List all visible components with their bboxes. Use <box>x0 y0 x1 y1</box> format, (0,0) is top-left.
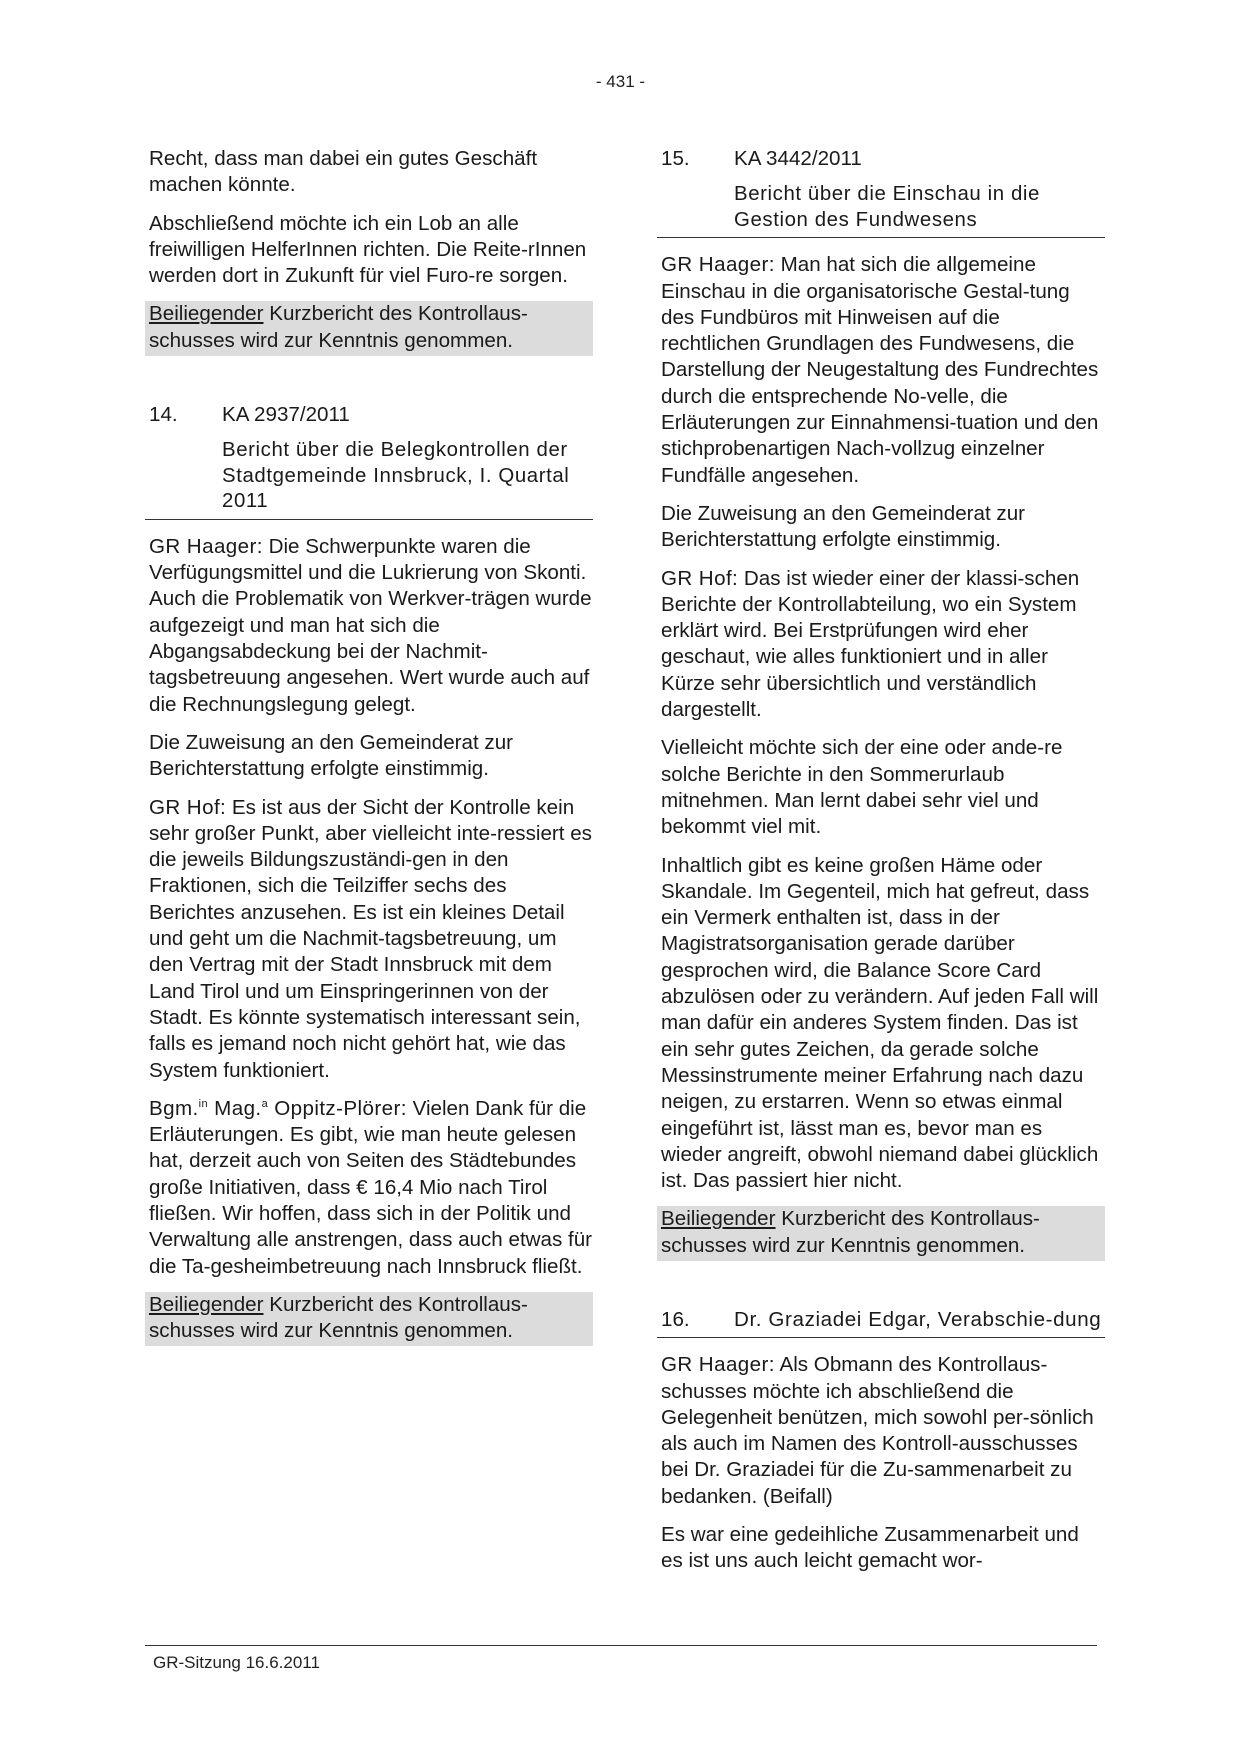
item-title: Dr. Graziadei Edgar, Verabschie-dung <box>734 1307 1102 1331</box>
speaker-name <box>149 1097 407 1120</box>
resolution-underlined: Beiliegender <box>149 1292 264 1316</box>
resolution-box <box>657 1206 1105 1261</box>
speech-text: Vielen Dank für die Erläuterungen. Es gibt, wie man heute gelesen hat, derzeit auch von Seiten des Städtebundes große Initiativen, dass € 16,4 Mio nach Tirol fließen. Wir hoffen, dass sich in der Politik und Verwaltung alle anstrengen, dass auch etwas für die Ta-gesheimbetreuung nach Innsbruck fließt. <box>149 1096 593 1278</box>
speaker-degree-sup: a <box>261 1097 269 1110</box>
speech-paragraph <box>149 1096 593 1280</box>
resolution-text: Kurzbericht des Kontrollaus-schusses wird zur Kenntnis genommen. <box>149 1292 528 1343</box>
agenda-item-14 <box>145 402 593 520</box>
speaker-name: GR Hof: <box>661 566 739 590</box>
resolution-text: Kurzbericht des Kontrollaus-schusses wird zur Kenntnis genommen. <box>149 302 528 352</box>
paragraph: Abschließend möchte ich ein Lob an alle freiwilligen HelferInnen richten. Die Reite-rInnen werden dort in Zukunft für viel Furo-re sorgen. <box>149 211 587 288</box>
resolution-underlined: Beiliegender <box>149 302 264 326</box>
speaker-name: GR Hof: <box>149 795 227 819</box>
resolution-underlined: Beiliegender <box>661 1207 776 1231</box>
item-number: 15. <box>661 147 690 170</box>
resolution-text: Kurzbericht des Kontrollaus-schusses wird zur Kenntnis genommen. <box>661 1207 1040 1257</box>
speech-text: Als Obmann des Kontrollaus-schusses möchte ich abschließend die Gelegenheit benützen, mich sowohl per-sönlich als auch im Namen des Kontroll-ausschusses bei Dr. Graziadei für die Zu-sammenarbeit zu bedanken. (Beifall) <box>661 1353 1094 1508</box>
paragraph: Inhaltlich gibt es keine großen Häme oder Skandale. Im Gegenteil, mich hat gefreut, dass ein Vermerk enthalten ist, dass in der Magistratsorganisation gerade darüber gesprochen wird, die Balance Score Card abzulösen oder zu verändern. Auf jeden Fall will man dafür ein anderes System finden. Das ist ein sehr gutes Zeichen, da gerade solche Messinstrumente meiner Erfahrung nach dazu neigen, zu erstarren. Wenn so etwas einmal eingeführt ist, lässt man es, bevor man es wieder angreift, obwohl niemand dabei glücklich ist. Das passiert hier nicht. <box>661 853 1099 1193</box>
paragraph: Die Zuweisung an den Gemeinderat zur Berichterstattung erfolgte einstimmig. <box>661 501 1026 552</box>
paragraph: Es war eine gedeihliche Zusammenarbeit und es ist uns auch leicht gemacht wor- <box>661 1523 1079 1573</box>
agenda-item-15 <box>657 146 1105 238</box>
resolution-box <box>145 301 593 356</box>
item-divider <box>145 519 593 520</box>
item-number: 16. <box>661 1307 690 1331</box>
speaker-surname: Oppitz-Plörer: <box>268 1096 407 1120</box>
speech-text: Das ist wieder einer der klassi-schen Berichte der Kontrollabteilung, wo ein System erklärt wird. Bei Erstprüfungen wird eher geschaut, wie alles funktioniert und in aller Kürze sehr übersichtlich und verständlich dargestellt. <box>661 566 1080 722</box>
resolution-box <box>145 1292 593 1347</box>
item-title: Bericht über die Einschau in die Gestion des Fundwesens <box>734 183 1040 231</box>
footer-text: GR-Sitzung 16.6.2011 <box>153 1653 320 1672</box>
speech-paragraph <box>661 1352 1105 1510</box>
speech-paragraph <box>149 534 593 718</box>
left-column <box>145 146 593 1358</box>
paragraph: Vielleicht möchte sich der eine oder ande-re solche Berichte in den Sommerurlaub mitnehmen. Man lernt dabei sehr viel und bekommt viel mit. <box>661 736 1063 839</box>
item-divider <box>657 237 1105 238</box>
agenda-item-16 <box>657 1307 1105 1338</box>
page-number: - 431 - <box>595 72 646 91</box>
speech-text: Es ist aus der Sicht der Kontrolle kein sehr großer Punkt, aber vielleicht inte-ressiert es die jeweils Bildungszuständi-gen in den Fraktionen, sich die Teilziffer sechs des Berichtes anzusehen. Es ist ein kleines Detail und geht um die Nachmit-tagsbetreuung, um den Vertrag mit der Stadt Innsbruck mit dem Land Tirol und um Einspringerinnen von der Stadt. Es könnte systematisch interessant sein, falls es jemand noch nicht gehört hat, wie das System funktioniert. <box>149 795 592 1082</box>
speech-paragraph <box>149 795 593 1084</box>
footer-divider <box>145 1645 1097 1646</box>
speech-text: Die Schwerpunkte waren die Verfügungsmittel und die Lukrierung von Skonti. Auch die Problematik von Werkver-trägen wurde aufgezeigt und man hat sich die Abgangsabdeckung bei der Nachmit-tagsbetreuung angesehen. Wert wurde auch auf die Rechnungslegung gelegt. <box>149 534 592 716</box>
right-column <box>657 146 1105 1587</box>
item-divider <box>657 1337 1105 1338</box>
speaker-name: GR Haager: <box>661 1353 775 1377</box>
item-reference: KA 2937/2011 <box>222 403 350 427</box>
item-reference: KA 3442/2011 <box>734 147 862 170</box>
speech-paragraph <box>661 566 1105 724</box>
speaker-title-sup: in <box>198 1097 209 1110</box>
speaker-name: GR Haager: <box>661 253 775 277</box>
speaker-title: Bgm. <box>149 1096 199 1120</box>
speech-text: Man hat sich die allgemeine Einschau in die organisatorische Gestal-tung des Fundbüros mit Hinweisen auf die rechtlichen Grundlagen des Fundwesens, die Darstellung der Neugestaltung des Fundrechtes durch die entsprechende No-velle, die Erläuterungen zur Einnahmensi-tuation und den stichprobenartigen Nach-vollzug einzelner Fundfälle angesehen. <box>661 253 1099 487</box>
speaker-name: GR Haager: <box>149 534 263 558</box>
paragraph: Die Zuweisung an den Gemeinderat zur Berichterstattung erfolgte einstimmig. <box>149 730 514 781</box>
paragraph: Recht, dass man dabei ein gutes Geschäft machen könnte. <box>149 147 538 197</box>
item-number: 14. <box>149 403 178 427</box>
speaker-degree: Mag. <box>208 1096 262 1120</box>
speech-paragraph <box>661 252 1105 489</box>
item-title: Bericht über die Belegkontrollen der Stadtgemeinde Innsbruck, I. Quartal 2011 <box>222 439 570 513</box>
